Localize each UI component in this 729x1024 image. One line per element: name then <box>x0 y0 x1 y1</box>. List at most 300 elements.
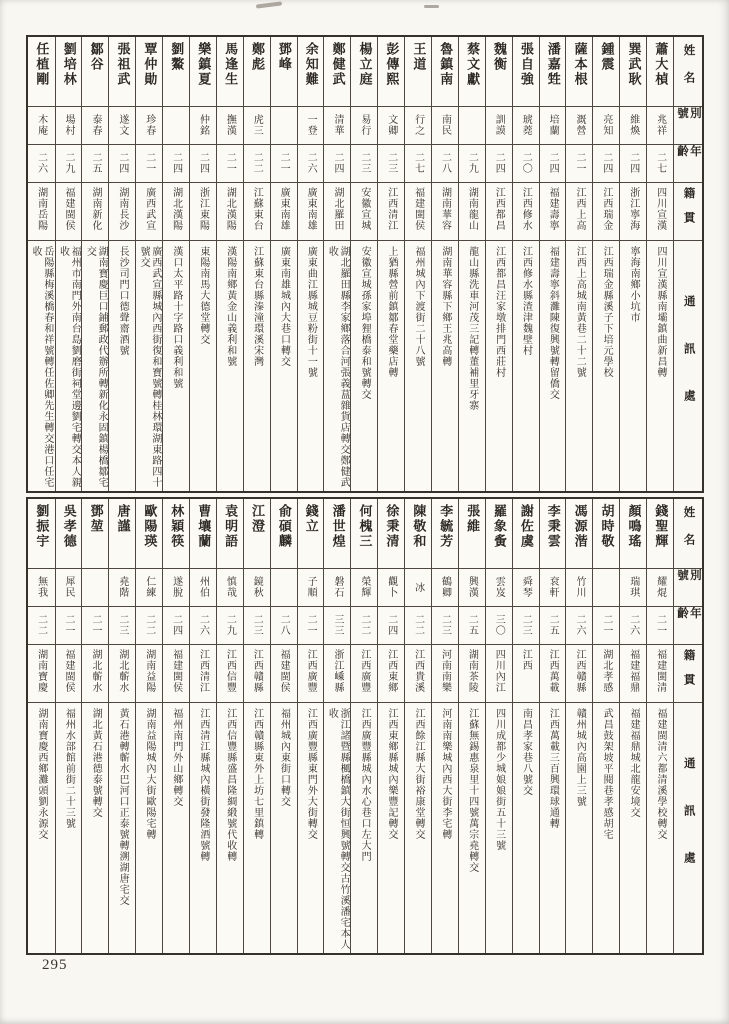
person-native-place: 江西廣豐 <box>358 648 370 693</box>
person-alias-cell <box>271 569 297 607</box>
person-native-place-cell <box>513 645 539 703</box>
person-column <box>431 499 458 953</box>
person-name: 何槐三 <box>357 504 373 549</box>
person-address-cell <box>351 703 377 953</box>
person-address: 寧海南鄉小坑市 <box>628 245 640 323</box>
person-alias: 場村 <box>63 114 75 137</box>
person-native-place-cell <box>190 645 216 703</box>
person-native-place: 江西都昌 <box>493 186 505 231</box>
person-alias-cell <box>405 569 431 607</box>
person-name: 張祖武 <box>115 42 131 87</box>
person-column <box>135 499 162 953</box>
person-name: 蔡文獻 <box>465 42 481 87</box>
person-native-place-cell <box>647 645 673 703</box>
person-alias: 木庵 <box>35 114 47 137</box>
person-column <box>565 499 592 953</box>
person-address: 武昌鼓架坡平閱巷孝感胡宅 <box>601 707 613 840</box>
person-address-cell <box>405 703 431 953</box>
person-age: 二六 <box>627 614 639 637</box>
person-name: 張自強 <box>518 42 534 87</box>
person-alias-cell <box>351 569 377 607</box>
person-native-place: 江西瑞金 <box>600 186 612 231</box>
person-column <box>350 499 377 953</box>
person-alias-cell <box>459 569 485 607</box>
person-address-cell <box>540 241 566 491</box>
person-native-place-cell <box>486 183 512 241</box>
header-alias <box>674 569 702 607</box>
person-name: 任植剛 <box>34 42 50 87</box>
person-column <box>216 37 243 491</box>
person-alias: 仲銘 <box>197 114 209 137</box>
person-age: 二二 <box>143 614 155 637</box>
person-address-cell <box>351 241 377 491</box>
person-age: 二七 <box>654 152 666 175</box>
person-native-place-cell <box>190 183 216 241</box>
person-alias: 子順 <box>305 576 317 599</box>
person-alias: 訓謨 <box>493 114 505 137</box>
person-native-place-cell <box>56 183 82 241</box>
person-native-place-cell <box>540 183 566 241</box>
person-address-cell <box>620 241 646 491</box>
person-address-cell <box>378 703 404 953</box>
person-address-cell <box>82 703 108 953</box>
person-age-cell <box>620 607 646 645</box>
person-name: 江澄 <box>249 504 265 534</box>
person-alias-cell <box>324 107 350 145</box>
person-native-place: 廣東南雄 <box>305 186 317 231</box>
person-name: 徐秉清 <box>384 504 400 549</box>
person-alias: 觀卜 <box>385 576 397 599</box>
person-native-place: 河南南樂 <box>439 648 451 693</box>
person-address: 江蘇無錫惠泉里十四號萬宗堯轉交 <box>466 707 478 873</box>
person-address: 廣西武宣縣城內西街復和寶號轉桂林環湖東路四十號交 <box>138 245 161 488</box>
scan-artifact <box>256 1 282 8</box>
person-alias-cell <box>136 107 162 145</box>
person-alias: 泰春 <box>89 114 101 137</box>
person-address-cell <box>56 241 82 491</box>
person-native-place-cell <box>620 645 646 703</box>
person-alias: 瑞琪 <box>627 576 639 599</box>
person-name-cell <box>82 37 108 107</box>
person-native-place: 湖南岳陽 <box>35 186 47 231</box>
person-alias-cell <box>136 569 162 607</box>
person-alias-cell <box>190 569 216 607</box>
person-name-cell <box>513 499 539 569</box>
person-native-place: 湖南長沙 <box>116 186 128 231</box>
person-name-cell <box>56 499 82 569</box>
person-name: 鄧峰 <box>276 42 292 72</box>
person-age-cell <box>566 145 592 183</box>
person-native-place-cell <box>136 183 162 241</box>
person-column <box>485 37 512 491</box>
person-column <box>270 499 297 953</box>
person-age: 二六 <box>305 152 317 175</box>
person-address: 江西萬載三百興環球通轉 <box>547 707 559 829</box>
person-native-place-cell <box>566 183 592 241</box>
person-alias-cell <box>163 569 189 607</box>
person-alias-cell <box>513 569 539 607</box>
person-age-cell <box>271 145 297 183</box>
person-age: 二六 <box>197 614 209 637</box>
person-column <box>485 499 512 953</box>
person-alias-cell <box>513 107 539 145</box>
person-address-cell <box>190 703 216 953</box>
header-alias-label: 別號 <box>676 568 701 589</box>
person-native-place: 福建閩侯 <box>278 648 290 693</box>
person-name-cell <box>163 499 189 569</box>
person-age-cell <box>163 607 189 645</box>
person-address-cell <box>244 703 270 953</box>
person-native-place-cell <box>136 645 162 703</box>
person-address: 四川宣漢縣南壩鎮曲新昌轉 <box>654 245 666 378</box>
person-alias-cell <box>217 107 243 145</box>
person-age-cell <box>566 607 592 645</box>
person-address: 四川成都少城娘娘街五十三號 <box>493 707 505 851</box>
person-column <box>512 499 539 953</box>
person-name: 劉培林 <box>61 42 77 87</box>
person-address: 廣東曲江縣城豆粉街十一號 <box>305 245 317 378</box>
person-address: 湖南華容縣下鄉王兆高轉 <box>439 245 451 367</box>
person-native-place-cell <box>432 183 458 241</box>
person-age-cell <box>459 145 485 183</box>
person-column <box>323 37 350 491</box>
person-name-cell <box>298 499 324 569</box>
person-age: 二一 <box>278 152 290 175</box>
person-alias: 文卿 <box>385 114 397 137</box>
person-native-place: 江西東鄉 <box>385 648 397 693</box>
person-age: 二一 <box>573 152 585 175</box>
person-address: 贛州城內高園上三號 <box>574 707 586 807</box>
person-native-place: 江西萬載 <box>547 648 559 693</box>
person-alias-cell <box>271 107 297 145</box>
person-native-place: 福建閩侯 <box>63 186 75 231</box>
person-name-cell <box>56 37 82 107</box>
person-address-cell <box>432 703 458 953</box>
person-address: 江西信豐縣盛昌隆綢緞號代收轉 <box>224 707 236 862</box>
person-alias-cell <box>486 107 512 145</box>
person-column <box>216 499 243 953</box>
person-name: 蕭大楨 <box>653 42 669 87</box>
person-alias: 興漢 <box>466 576 478 599</box>
person-alias: 榮輝 <box>358 576 370 599</box>
person-age-cell <box>298 607 324 645</box>
person-column <box>243 37 270 491</box>
person-column <box>619 499 646 953</box>
person-alias-cell <box>244 569 270 607</box>
person-age: 二八 <box>278 614 290 637</box>
person-age-cell <box>56 145 82 183</box>
person-native-place-cell <box>109 645 135 703</box>
person-native-place: 湖北羅田 <box>331 186 343 231</box>
person-column <box>458 37 485 491</box>
person-name-cell <box>82 499 108 569</box>
person-native-place-cell <box>217 183 243 241</box>
person-age: 二五 <box>89 152 101 175</box>
person-name-cell <box>486 499 512 569</box>
person-name-cell <box>136 37 162 107</box>
header-native-label: 籍貫 <box>682 186 695 236</box>
person-native-place: 浙江東陽 <box>197 186 209 231</box>
person-name: 張維 <box>465 504 481 534</box>
person-name: 唐謹 <box>115 504 131 534</box>
person-alias: 鏡秋 <box>251 576 263 599</box>
person-address: 黃石港轉蘄水巴河口正泰號轉溯湖唐宅交 <box>117 707 129 906</box>
person-alias-cell <box>647 569 673 607</box>
person-age-cell <box>432 145 458 183</box>
person-name: 王道 <box>411 42 427 72</box>
person-native-place-cell <box>298 645 324 703</box>
person-native-place-cell <box>513 183 539 241</box>
person-name-cell <box>244 499 270 569</box>
person-address: 漢口太平路十字路口義利和號 <box>170 245 182 389</box>
person-column <box>55 37 82 491</box>
person-address-cell <box>163 703 189 953</box>
person-alias: 兆祥 <box>654 114 666 137</box>
person-address-cell <box>244 241 270 491</box>
person-address-cell <box>486 703 512 953</box>
person-address: 江西清江縣城內橫街發隆酒號轉 <box>197 707 209 862</box>
person-column <box>592 37 619 491</box>
person-name-cell <box>620 499 646 569</box>
scan-artifact <box>424 5 439 8</box>
person-native-place: 福建閩清 <box>654 648 666 693</box>
person-alias: 州伯 <box>197 576 209 599</box>
person-alias-cell <box>486 569 512 607</box>
person-alias-cell <box>566 569 592 607</box>
person-alias: 仁練 <box>143 576 155 599</box>
person-name-cell <box>271 37 297 107</box>
person-age-cell <box>56 607 82 645</box>
person-address: 湖北羅田縣李家鄉落合河張義蒀雜貨店轉交鄭健武收 <box>326 245 350 488</box>
person-age-cell <box>190 145 216 183</box>
person-age-cell <box>647 607 673 645</box>
person-alias: 鶴卿 <box>439 576 451 599</box>
person-address-cell <box>459 241 485 491</box>
person-column <box>323 499 350 953</box>
person-name-cell <box>647 37 673 107</box>
person-name-cell <box>378 499 404 569</box>
person-name-cell <box>351 499 377 569</box>
person-native-place-cell <box>244 183 270 241</box>
person-name: 錢立 <box>303 504 319 534</box>
person-native-place-cell <box>271 645 297 703</box>
person-name: 馬逢生 <box>223 42 239 87</box>
person-name: 馮源湝 <box>572 504 588 549</box>
header-age <box>674 607 702 645</box>
person-age: 二二 <box>251 152 263 175</box>
person-age-cell <box>136 145 162 183</box>
person-address-cell <box>28 241 55 491</box>
person-alias-cell <box>378 107 404 145</box>
person-column <box>55 499 82 953</box>
person-name-cell <box>432 37 458 107</box>
person-age-cell <box>540 607 566 645</box>
person-column <box>189 499 216 953</box>
person-name: 鄧堃 <box>88 504 104 534</box>
person-alias-cell <box>620 569 646 607</box>
person-alias: 堯階 <box>116 576 128 599</box>
person-alias-cell <box>244 107 270 145</box>
person-address-cell <box>647 703 673 953</box>
person-address: 湖南寶慶巨口鋪郵政代辦所轉新化永固鎮楊橋鄒宅交 <box>84 245 108 488</box>
person-address: 福州水部館前街二十三號 <box>63 707 75 829</box>
person-native-place: 福建閩侯 <box>170 648 182 693</box>
person-name-cell <box>28 37 55 107</box>
person-name-cell <box>432 499 458 569</box>
person-name-cell <box>405 499 431 569</box>
person-native-place-cell <box>324 645 350 703</box>
person-column <box>431 37 458 491</box>
person-age: 二九 <box>63 152 75 175</box>
person-alias-cell <box>190 107 216 145</box>
header-name <box>674 37 702 107</box>
person-address: 福州市南門外南台島劉磨街祠堂邊劉宅轉交本人親收 <box>57 245 81 488</box>
person-address: 江西上高城南黃巷二十二號 <box>574 245 586 378</box>
person-name-cell <box>593 499 619 569</box>
person-column <box>28 499 55 953</box>
person-address: 長沙司門口德聲齋酒號 <box>117 245 129 356</box>
person-native-place: 江西貴溪 <box>412 648 424 693</box>
person-column <box>108 37 135 491</box>
person-age: 三三 <box>331 614 343 637</box>
person-age-cell <box>351 145 377 183</box>
person-address: 江西修水縣渣津魏壁村 <box>520 245 532 356</box>
person-name: 樂鎮夏 <box>196 42 212 87</box>
person-address-cell <box>298 241 324 491</box>
person-age-cell <box>378 145 404 183</box>
person-native-place-cell <box>378 645 404 703</box>
person-alias-cell <box>540 569 566 607</box>
person-alias: 維煥 <box>627 114 639 137</box>
person-native-place: 湖北蘄水 <box>89 648 101 693</box>
person-address: 福建壽寧斜灘陳復興號轉留僑交 <box>547 245 559 400</box>
person-column <box>162 37 189 491</box>
person-alias-cell <box>405 107 431 145</box>
person-native-place: 福建閩侯 <box>412 186 424 231</box>
person-address-cell <box>378 241 404 491</box>
person-age-cell <box>163 145 189 183</box>
person-alias: 雲岌 <box>493 576 505 599</box>
person-address: 漢陽南鄉黃金山義利和號 <box>224 245 236 367</box>
person-age-cell <box>28 145 55 183</box>
person-name-cell <box>566 37 592 107</box>
person-native-place-cell <box>566 645 592 703</box>
person-alias: 虎三 <box>251 114 263 137</box>
person-age: 二四 <box>547 152 559 175</box>
person-native-place: 浙江嵊縣 <box>331 648 343 693</box>
person-age-cell <box>217 145 243 183</box>
person-native-place-cell <box>217 645 243 703</box>
person-name-cell <box>217 37 243 107</box>
person-age: 二四 <box>493 152 505 175</box>
person-native-place: 浙江寧海 <box>627 186 639 231</box>
person-column <box>404 499 431 953</box>
person-alias: 冰 <box>412 581 424 593</box>
header-name-label: 姓名 <box>682 43 695 100</box>
person-age: 二五 <box>547 614 559 637</box>
person-name: 陳敬和 <box>411 504 427 549</box>
person-native-place: 四川內江 <box>493 648 505 693</box>
person-column <box>270 37 297 491</box>
person-native-place: 湖南茶陵 <box>466 648 478 693</box>
person-age: 二三 <box>520 614 532 637</box>
person-alias-cell <box>56 107 82 145</box>
person-column <box>458 499 485 953</box>
person-address: 湖南寶慶西鄉灘頭劉永源交 <box>35 707 47 840</box>
person-age-cell <box>486 607 512 645</box>
person-address-cell <box>324 241 350 491</box>
person-age: 二二 <box>412 614 424 637</box>
person-address-cell <box>593 703 619 953</box>
person-name-cell <box>540 499 566 569</box>
person-native-place: 江西贛縣 <box>251 648 263 693</box>
person-alias: 袞軒 <box>547 576 559 599</box>
person-age: 二三 <box>439 614 451 637</box>
person-alias-cell <box>432 569 458 607</box>
person-alias: 培蘭 <box>547 114 559 137</box>
person-name-cell <box>566 499 592 569</box>
person-alias: 耀焜 <box>654 576 666 599</box>
person-age: 二五 <box>466 614 478 637</box>
person-name-cell <box>324 499 350 569</box>
person-address: 河南南樂城內西大街李宅轉 <box>439 707 451 840</box>
person-native-place-cell <box>486 645 512 703</box>
person-column <box>243 499 270 953</box>
header-name <box>674 499 702 569</box>
person-alias: 遂脫 <box>170 576 182 599</box>
person-address: 福建福鼎城北龍安境交 <box>628 707 640 818</box>
person-address-cell <box>82 241 108 491</box>
person-age: 二三 <box>251 614 263 637</box>
person-age-cell <box>244 607 270 645</box>
person-alias: 南民 <box>439 114 451 137</box>
person-name-cell <box>459 499 485 569</box>
person-alias-cell <box>351 107 377 145</box>
person-column <box>135 37 162 491</box>
person-name: 鄭彪 <box>249 42 265 72</box>
person-name-cell <box>324 37 350 107</box>
person-native-place-cell <box>351 645 377 703</box>
person-native-place-cell <box>540 645 566 703</box>
person-address-cell <box>109 703 135 953</box>
person-column <box>619 37 646 491</box>
person-name-cell <box>513 37 539 107</box>
person-native-place: 湖南龍山 <box>466 186 478 231</box>
person-name-cell <box>298 37 324 107</box>
person-address-cell <box>28 703 55 953</box>
person-address-cell <box>513 703 539 953</box>
person-name-cell <box>647 499 673 569</box>
person-column <box>539 37 566 491</box>
person-address-cell <box>405 241 431 491</box>
person-native-place-cell <box>56 645 82 703</box>
header-column <box>673 37 702 491</box>
person-age: 二一 <box>89 614 101 637</box>
header-age-label: 年齡 <box>676 606 701 627</box>
person-address-cell <box>217 703 243 953</box>
person-name: 羅象夤 <box>491 504 507 549</box>
person-alias-cell <box>82 569 108 607</box>
person-native-place-cell <box>28 183 55 241</box>
person-native-place-cell <box>163 645 189 703</box>
person-age-cell <box>647 145 673 183</box>
person-address-cell <box>163 241 189 491</box>
person-address: 江西餘江縣大街裕康堂轉交 <box>412 707 424 840</box>
person-native-place-cell <box>351 183 377 241</box>
person-alias-cell <box>593 569 619 607</box>
person-native-place: 湖北蘄水 <box>116 648 128 693</box>
person-name: 林穎筷 <box>169 504 185 549</box>
